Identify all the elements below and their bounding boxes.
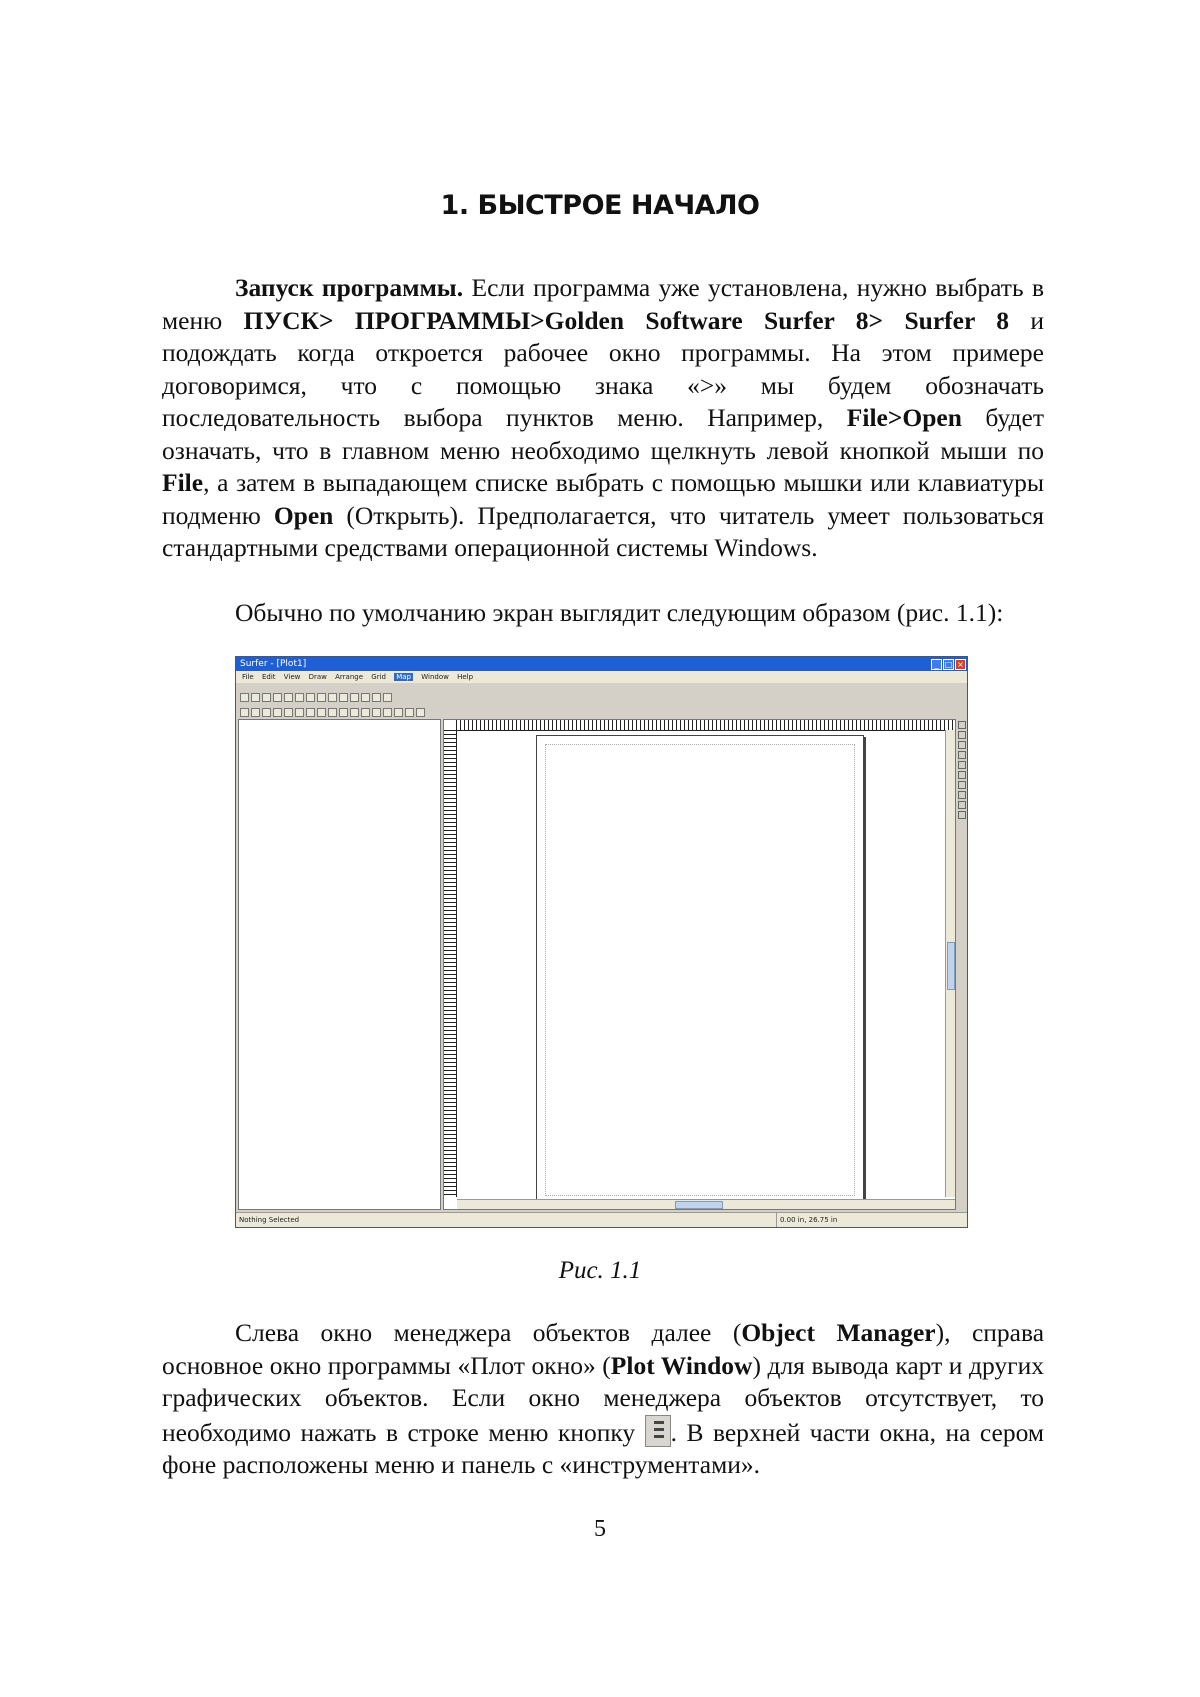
minimize-icon: _ bbox=[931, 659, 942, 670]
text-span: (Открыть). Предполагается, что читатель умеет пользоваться стандартными средствами операционной системы Windows. bbox=[162, 500, 1044, 562]
window-buttons bbox=[930, 658, 966, 670]
horizontal-scrollbar bbox=[457, 1199, 955, 1209]
paragraph-object-manager bbox=[162, 1317, 1044, 1482]
plot-window bbox=[443, 719, 956, 1210]
top-ruler bbox=[456, 720, 955, 731]
paragraph-default-screen: Обычно по умолчанию экран выглядит следующим образом (рис. 1.1): bbox=[235, 598, 1004, 627]
paragraph-launch bbox=[162, 272, 1044, 565]
menu-item-grid: Grid bbox=[371, 673, 386, 681]
status-selection: Nothing Selected bbox=[239, 1216, 300, 1224]
menu-item-arrange: Arrange bbox=[335, 673, 364, 681]
section-heading: 1. БЫСТРОЕ НАЧАЛО bbox=[440, 190, 760, 221]
surfer-screenshot bbox=[235, 656, 968, 1228]
page-number: 5 bbox=[594, 1516, 606, 1542]
standard-toolbar bbox=[240, 687, 394, 698]
menu-item-file: File bbox=[242, 673, 254, 681]
menu-item-map: Map bbox=[396, 673, 411, 681]
text-span: . В верхней части окна, на сером фоне расположены меню и панель с «инструментами». bbox=[162, 1417, 1044, 1479]
text-span: , а затем в выпадающем списке выбрать с помощью мышки или клавиатуры подменю bbox=[162, 468, 1044, 530]
menu-item-draw: Draw bbox=[308, 673, 327, 681]
window-title: Surfer - [Plot1] bbox=[240, 659, 307, 669]
object-manager-pane bbox=[238, 719, 441, 1210]
drawing-toolbar bbox=[240, 702, 427, 713]
text-span: и подождать когда откроется рабочее окно программы. На этом примере договоримся, что с помощью знака «>» мы будем обозначать последовательность выбора пунктов меню. Например, bbox=[162, 305, 1045, 432]
text-span: ), справа основное окно программы «Плот окно» ( bbox=[162, 1318, 1045, 1380]
object-manager-term: Object Manager bbox=[741, 1318, 936, 1347]
page-sheet bbox=[536, 735, 864, 1205]
text-span: Слева окно менеджера объектов далее ( bbox=[235, 1318, 742, 1347]
menu-file: File bbox=[162, 468, 204, 497]
close-icon: × bbox=[955, 659, 966, 670]
window-title-bar bbox=[236, 657, 967, 671]
map-toolbar bbox=[957, 719, 967, 839]
menu-item-help: Help bbox=[457, 673, 474, 681]
menu-open: Open bbox=[273, 500, 334, 530]
object-manager-icon bbox=[645, 1415, 671, 1447]
menu-bar bbox=[236, 671, 967, 683]
figure-caption: Рис. 1.1 bbox=[558, 1257, 642, 1284]
status-coordinates: 0.00 in, 26.75 in bbox=[776, 1213, 837, 1227]
text-span: будет означать, что в главном меню необходимо щелкнуть левой кнопкой мыши по bbox=[162, 403, 1044, 465]
text-span: ) для вывода карт и других графических объектов. Если окно менеджера объектов отсутствует, то необходимо нажать в строке меню кнопку bbox=[162, 1350, 1044, 1447]
lead-bold: Запуск программы. bbox=[235, 273, 464, 302]
maximize-icon: □ bbox=[944, 660, 953, 669]
menu-path: ПУСК> ПРОГРАММЫ>Golden Software Surfer 8> Surfer 8 bbox=[243, 305, 1009, 335]
left-ruler bbox=[444, 730, 457, 1197]
menu-path-file-open: File>Open bbox=[846, 403, 962, 432]
text-span: Если программа уже установлена, нужно выбрать в меню bbox=[162, 273, 1045, 335]
menu-item-view: View bbox=[283, 673, 301, 681]
plot-window-term: Plot Window bbox=[610, 1350, 753, 1380]
menu-item-edit: Edit bbox=[261, 673, 276, 681]
status-bar bbox=[236, 1212, 967, 1227]
vertical-scrollbar bbox=[945, 730, 955, 1197]
menu-item-window: Window bbox=[421, 673, 449, 681]
